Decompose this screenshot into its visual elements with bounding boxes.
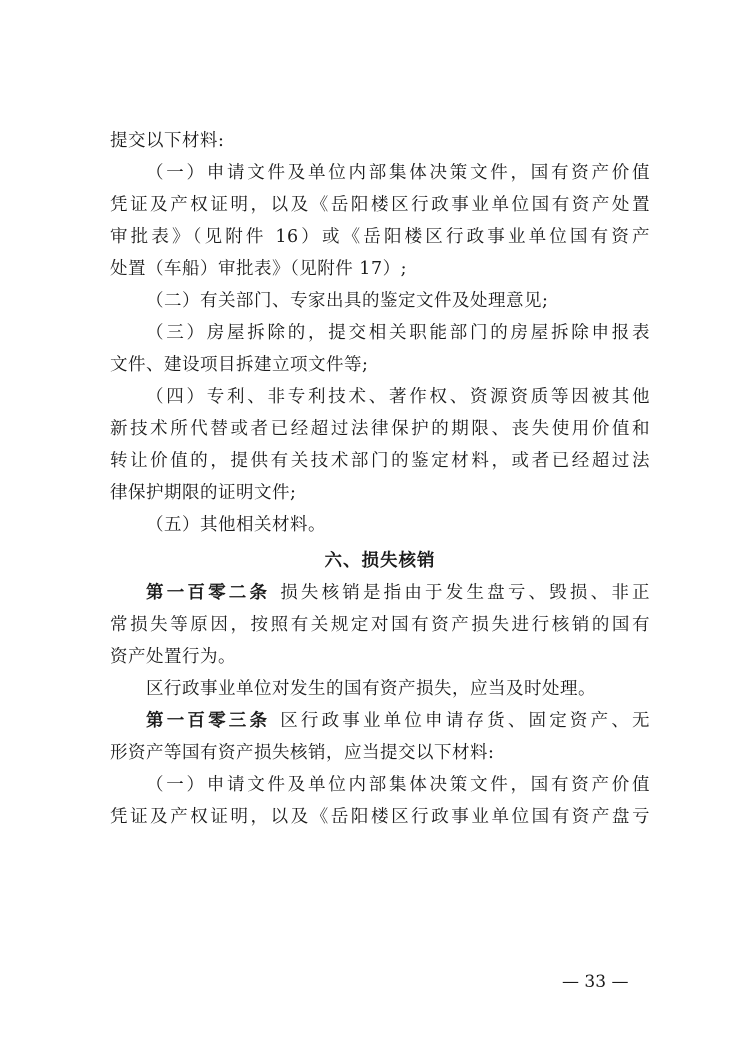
text-line: 凭证及产权证明，以及《岳阳楼区行政事业单位国有资产盘亏 [110, 807, 650, 827]
article-103-text: 区行政事业单位申请存货、固定资产、无 [280, 711, 651, 731]
article-102-line [110, 577, 650, 609]
document-body [110, 125, 650, 833]
text-line: 形资产等国有资产损失核销，应当提交以下材料: [110, 743, 495, 763]
article-102-text: 损失核销是指由于发生盘亏、毁损、非正 [280, 583, 651, 603]
text-line: （二）有关部门、专家出具的鉴定文件及处理意见; [146, 291, 549, 311]
article-103-title: 第一百零三条 [146, 711, 271, 731]
text-line: （一）申请文件及单位内部集体决策文件，国有资产价值 [146, 775, 650, 795]
text-line: 资产处置行为。 [110, 647, 236, 667]
text-line: 审批表》（见附件 16）或《岳阳楼区行政事业单位国有资产 [110, 227, 650, 247]
text-line: 新技术所代替或者已经超过法律保护的期限、丧失使用价值和 [110, 419, 650, 439]
text-line: （一）申请文件及单位内部集体决策文件，国有资产价值 [146, 163, 650, 183]
text-line: 凭证及产权证明，以及《岳阳楼区行政事业单位国有资产处置 [110, 195, 650, 215]
text-line: （三）房屋拆除的，提交相关职能部门的房屋拆除申报表 [146, 323, 650, 343]
article-102-title: 第一百零二条 [146, 583, 271, 603]
section-heading: 六、损失核销 [324, 551, 436, 571]
text-line: 常损失等原因，按照有关规定对国有资产损失进行核销的国有 [110, 615, 650, 635]
article-103-line [110, 705, 650, 737]
text-line: 提交以下材料: [110, 131, 225, 151]
text-line: 转让价值的，提供有关技术部门的鉴定材料，或者已经超过法 [110, 451, 650, 471]
text-line: 处置（车船）审批表》（见附件 17）; [110, 259, 407, 279]
text-line: 律保护期限的证明文件; [110, 483, 297, 503]
text-line: 文件、建设项目拆建立项文件等; [110, 355, 369, 375]
text-line: （四）专利、非专利技术、著作权、资源资质等因被其他 [146, 387, 650, 407]
page-number: — 33 — [562, 972, 629, 992]
text-line: （五）其他相关材料。 [146, 515, 326, 535]
text-line: 区行政事业单位对发生的国有资产损失，应当及时处理。 [146, 679, 596, 699]
